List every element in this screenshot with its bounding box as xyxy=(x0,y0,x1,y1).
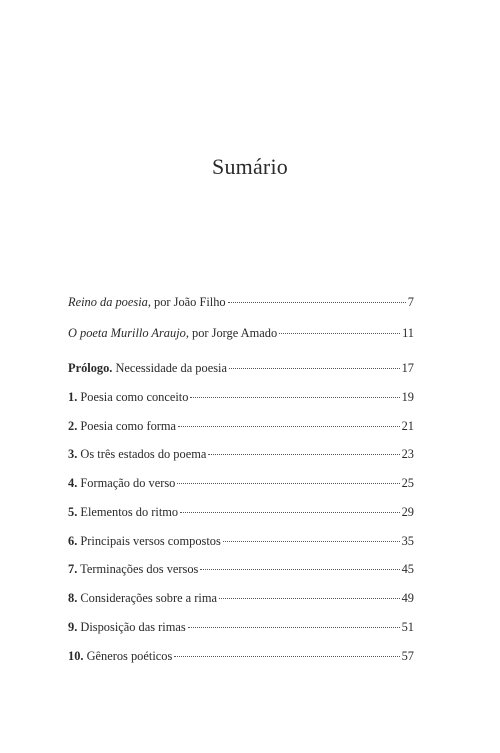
toc-entry xyxy=(68,588,414,608)
toc-page-number: 21 xyxy=(401,418,414,433)
toc-page-number: 29 xyxy=(401,504,414,519)
dot-leader xyxy=(200,568,399,570)
dot-leader xyxy=(177,482,399,484)
toc-entry-number: 5. xyxy=(68,504,78,519)
toc-entry-text xyxy=(68,292,226,312)
toc-entry-title: Considerações sobre a rima xyxy=(77,591,217,605)
toc-entry-title: Os três estados do poema xyxy=(77,447,207,462)
toc-entry-text xyxy=(68,646,172,666)
toc-entry-text xyxy=(68,502,178,522)
toc-prefaces xyxy=(68,292,414,354)
toc-entry-number: 1. xyxy=(68,389,78,404)
dot-leader xyxy=(219,597,400,599)
dot-leader xyxy=(190,396,399,398)
toc-entry-italic: O poeta Murillo Araujo xyxy=(68,326,186,340)
toc-entry-number: 7. xyxy=(68,562,78,577)
toc-page-number: 23 xyxy=(401,447,414,462)
toc-entry-title: Necessidade da poesia xyxy=(112,361,227,375)
toc-entry-author: , por Jorge Amado xyxy=(185,326,278,340)
toc-entry xyxy=(68,323,414,343)
toc-page-number: 11 xyxy=(402,326,414,340)
toc-entry-text xyxy=(68,416,176,436)
dot-leader xyxy=(208,453,399,455)
toc-entry xyxy=(68,531,414,551)
page-title: Sumário xyxy=(212,154,288,179)
dot-leader xyxy=(223,540,400,542)
toc-entry xyxy=(68,292,414,312)
toc-page-number: 45 xyxy=(401,562,414,577)
toc-page-number: 35 xyxy=(401,533,414,548)
toc-entry xyxy=(68,358,414,378)
toc-entry-title: Disposição das rimas xyxy=(77,619,186,634)
dot-leader xyxy=(228,301,406,303)
toc-entry-text xyxy=(68,617,186,637)
toc-entry xyxy=(68,416,414,436)
toc-entry-text xyxy=(68,358,227,378)
toc-entry xyxy=(68,617,414,637)
toc-entry xyxy=(68,646,414,666)
toc-entry-author: , por João Filho xyxy=(147,295,226,309)
toc-page-number: 25 xyxy=(401,476,414,490)
toc-entry-title: Gêneros poéticos xyxy=(83,648,173,663)
toc-entry-number: 8. xyxy=(68,591,78,605)
toc-entry-number: 4. xyxy=(68,476,78,490)
toc-entry-text xyxy=(68,473,175,493)
toc-entry-text xyxy=(68,531,221,551)
toc-entry-number: Prólogo. xyxy=(68,361,113,375)
dot-leader xyxy=(180,511,399,513)
toc-entry-title: Terminações dos versos xyxy=(77,562,199,577)
toc-entry xyxy=(68,387,414,407)
toc-page-number: 57 xyxy=(401,648,414,663)
toc-entry-text xyxy=(68,387,188,407)
toc-entry-number: 9. xyxy=(68,619,78,634)
toc-page-number: 17 xyxy=(401,361,414,375)
dot-leader xyxy=(174,655,399,657)
toc-entry xyxy=(68,473,414,493)
toc-entry-title: Elementos do ritmo xyxy=(77,504,179,519)
toc-entry-title: Principais versos compostos xyxy=(77,533,221,548)
toc-entry-number: 3. xyxy=(68,447,78,462)
toc-entry-text xyxy=(68,559,198,579)
toc-entry-number: 10. xyxy=(68,648,84,663)
toc-page-number: 7 xyxy=(407,295,414,309)
toc-entry-title: Poesia como conceito xyxy=(77,389,189,404)
toc-entry-text xyxy=(68,588,217,608)
toc-page-number: 51 xyxy=(401,619,414,634)
toc-entry-italic: Reino da poesia xyxy=(68,295,148,309)
toc-chapters xyxy=(68,358,414,674)
toc-entry-number: 2. xyxy=(68,418,78,433)
toc-entry xyxy=(68,502,414,522)
dot-leader xyxy=(188,626,400,628)
toc-entry xyxy=(68,444,414,464)
toc-page-number: 49 xyxy=(401,591,414,605)
toc-entry-title: Formação do verso xyxy=(77,476,176,490)
toc-entry-title: Poesia como forma xyxy=(77,418,177,433)
toc-entry-number: 6. xyxy=(68,533,78,548)
dot-leader xyxy=(229,367,400,369)
toc-entry xyxy=(68,559,414,579)
dot-leader xyxy=(279,332,400,334)
toc-entry-text xyxy=(68,444,206,464)
toc-page-number: 19 xyxy=(401,389,414,404)
toc-entry-text xyxy=(68,323,277,343)
dot-leader xyxy=(178,425,400,427)
